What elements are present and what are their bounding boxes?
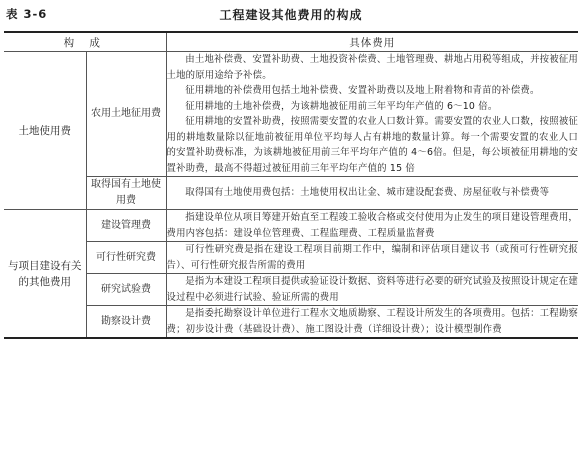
detail-paragraph: 是指为本建设工程项目提供或验证设计数据、资料等进行必要的研究试验及按照设计规定在建设过程中必须进行试验、验证所需的费用 (166, 276, 578, 303)
table-row (4, 210, 578, 242)
table-title: 工程建设其他费用的构成 (219, 8, 363, 22)
detail-paragraph: 是指委托勘察设计单位进行工程水文地质勘察、工程设计所发生的各项费用。包括：工程勘察费；初步设计费（基础设计费）、施工图设计费（详细设计费）；设计模型制作费 (166, 308, 578, 335)
detail-paragraph: 取得国有土地使用费包括：土地使用权出让金、城市建设配套费、房屋征收与补偿费等 (185, 187, 550, 199)
table-row (4, 242, 578, 274)
header-composition: 构 成 (4, 32, 166, 52)
detail-paragraph: 指建设单位从项目筹建开始直至工程竣工验收合格或交付使用为止发生的项目建设管理费用，费用内容包括：建设单位管理费、工程监理费、工程质量监督费 (166, 212, 578, 239)
item-detail-research (166, 274, 578, 306)
detail-paragraph: 征用耕地的安置补助费，按照需要安置的农业人口数计算。需要安置的农业人口数，按照被征用的耕地数量除以征地前被征用单位平均每人占有耕地的数量计算。每一个需要安置的农业人口的安置补助费标准，为该耕地被征用前三年平均年产值的 4～6倍。但是，每公顷被征用耕地的安置补助费，最高不得超过被征用前三年平均年产值的 15 倍 (166, 116, 578, 174)
item-name-rural-land: 农用土地征用费 (86, 52, 166, 177)
item-detail-rural-land (166, 52, 578, 177)
table-row (4, 306, 578, 339)
item-name-state-land: 取得国有土地使用费 (86, 177, 166, 210)
item-detail-state-land (166, 177, 578, 210)
header-details: 具体费用 (166, 32, 578, 52)
table-row (4, 52, 578, 177)
category-land-use: 土地使用费 (4, 52, 86, 210)
detail-paragraph: 征用耕地的补偿费用包括土地补偿费、安置补助费以及地上附着物和青苗的补偿费。 (185, 85, 540, 96)
item-name-feasibility: 可行性研究费 (86, 242, 166, 274)
item-name-research: 研究试验费 (86, 274, 166, 306)
item-detail-feasibility (166, 242, 578, 274)
item-detail-management (166, 210, 578, 242)
detail-paragraph: 征用耕地的土地补偿费，为该耕地被征用前三年平均年产值的 6～10 倍。 (185, 100, 498, 112)
table-row (4, 274, 578, 306)
header-row (4, 32, 578, 52)
item-name-management: 建设管理费 (86, 210, 166, 242)
cost-composition-table (4, 31, 578, 339)
item-name-survey-design: 勘察设计费 (86, 306, 166, 339)
category-project-related: 与项目建设有关的其他费用 (4, 210, 86, 339)
detail-paragraph: 由土地补偿费、安置补助费、土地投资补偿费、土地管理费、耕地占用税等组成，并按被征用土地的原用途给予补偿。 (166, 54, 578, 81)
item-detail-survey-design (166, 306, 578, 339)
table-row (4, 177, 578, 210)
table-number: 表 3-6 (6, 7, 48, 21)
table-caption (4, 0, 578, 30)
detail-paragraph: 可行性研究费是指在建设工程项目前期工作中，编制和评估项目建议书（或预可行性研究报告）、可行性研究报告所需的费用 (166, 244, 578, 271)
